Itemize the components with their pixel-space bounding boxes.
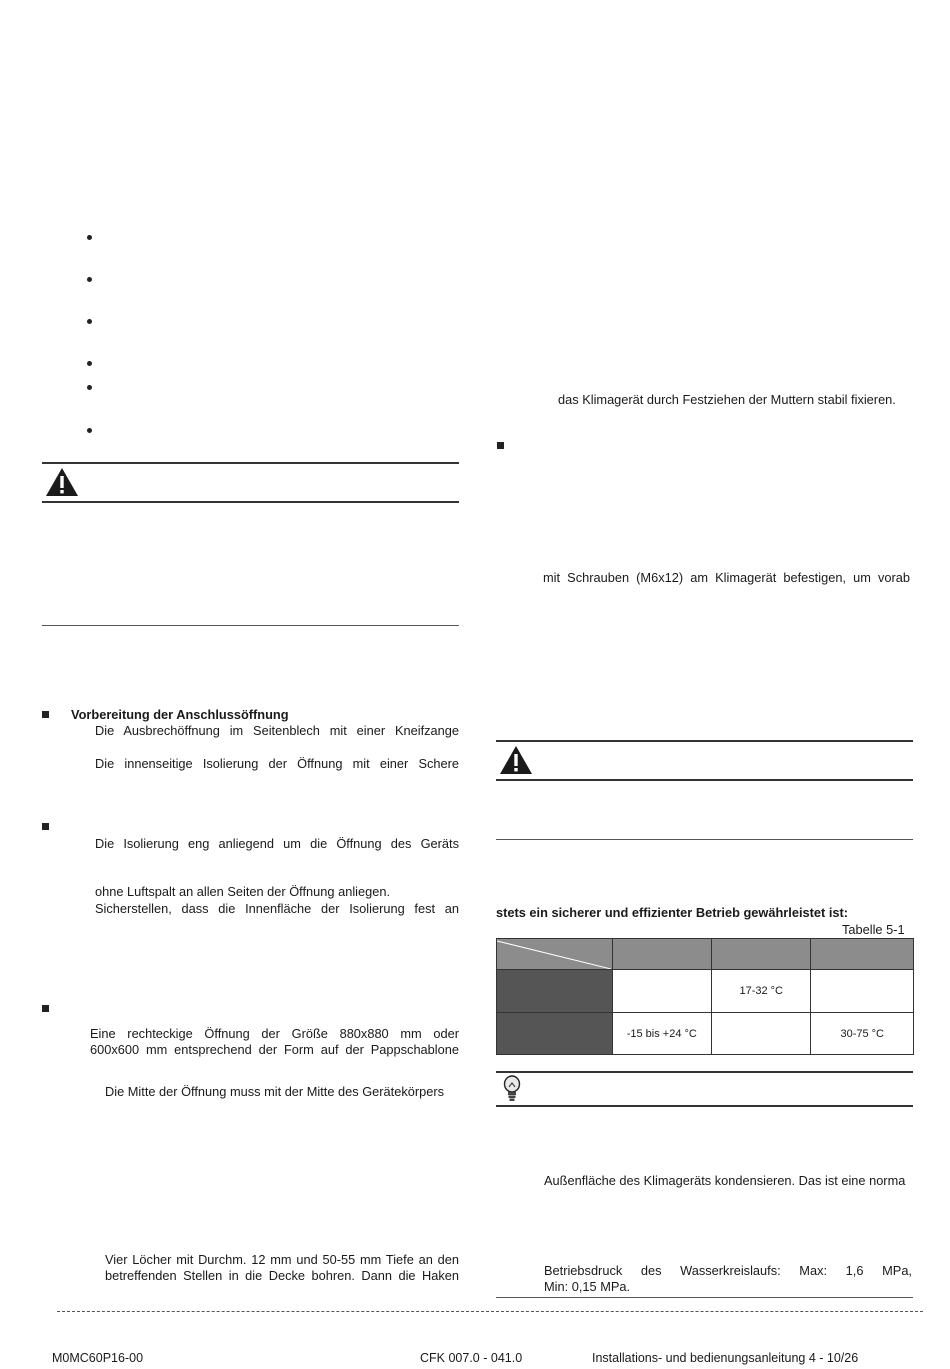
ceiling-line-2: 600x600 mm entsprechend der Form auf der Pappschablone (90, 1042, 459, 1057)
bullet-dot-icon (87, 385, 92, 390)
insulation-line-2: ohne Luftspalt an allen Seiten der Öffnung anliegen. (95, 884, 391, 899)
lightbulb-icon (502, 1075, 522, 1103)
table-cell: -15 bis +24 °C (612, 1013, 711, 1055)
warning-triangle-icon (498, 744, 534, 776)
footer-doc-code: M0MC60P16-00 (52, 1351, 144, 1365)
bullet-dot-icon (87, 277, 92, 282)
insulation-line-3: Sicherstellen, dass die Innenfläche der Isolierung fest an (95, 901, 459, 916)
table-row (497, 970, 914, 1013)
table-row (497, 1013, 914, 1055)
table-cell: 30-75 °C (811, 1013, 914, 1055)
table-row-label (497, 970, 613, 1013)
table-caption: Tabelle 5-1 (842, 922, 905, 937)
operating-conditions-table (496, 938, 914, 1055)
table-cell (811, 970, 914, 1013)
table-corner-cell (497, 939, 613, 970)
table-cell: 17-32 °C (712, 970, 811, 1013)
square-bullet-icon (42, 711, 49, 718)
warning-header-rule (42, 501, 459, 503)
table-header-cell (612, 939, 711, 970)
table-cell (612, 970, 711, 1013)
bullet-dot-icon (87, 428, 92, 433)
square-bullet-icon (497, 442, 504, 449)
insulation-line-1: Die Isolierung eng anliegend um die Öffnung des Geräts (95, 836, 459, 851)
bullet-dot-icon (87, 361, 92, 366)
screw-text: mit Schrauben (M6x12) am Klimagerät befestigen, um vorab (543, 570, 910, 585)
table-header-cell (811, 939, 914, 970)
diagonal-line-icon (497, 939, 611, 969)
warning-top-rule-right (496, 740, 913, 742)
ceiling-line-4: Vier Löcher mit Durchm. 12 mm und 50-55 mm Tiefe an den (105, 1252, 459, 1267)
footer-manual-title: Installations- und bedienungsanleitung 4 - 10/26 (592, 1351, 859, 1365)
ceiling-line-1: Eine rechteckige Öffnung der Größe 880x880 mm oder (90, 1026, 459, 1041)
footer-separator (57, 1311, 923, 1312)
footer-model-range: CFK 007.0 - 041.0 (420, 1351, 523, 1365)
table-cell (712, 1013, 811, 1055)
pressure-line-2: Min: 0,15 MPa. (544, 1279, 631, 1294)
prep-line-1: Die Ausbrechöffnung im Seitenblech mit einer Kneifzange (95, 723, 459, 738)
warning-top-rule (42, 462, 459, 464)
warning-triangle-icon (44, 466, 80, 498)
bullet-dot-icon (87, 319, 92, 324)
note-top-rule (496, 1071, 913, 1073)
bullet-dot-icon (87, 235, 92, 240)
note-text: Außenfläche des Klimageräts kondensieren. Das ist eine norma (544, 1173, 906, 1188)
warning-header-rule-right (496, 779, 913, 781)
prep-line-2: Die innenseitige Isolierung der Öffnung mit einer Schere (95, 756, 459, 771)
warning-bottom-rule-right (496, 839, 913, 840)
fix-text: das Klimagerät durch Festziehen der Muttern stabil fixieren. (558, 392, 896, 407)
square-bullet-icon (42, 1005, 49, 1012)
table-header-cell (712, 939, 811, 970)
square-bullet-icon (42, 823, 49, 830)
table-row-label (497, 1013, 613, 1055)
table-header-row (497, 939, 914, 970)
ceiling-line-5: betreffenden Stellen in die Decke bohren. Dann die Haken (105, 1268, 459, 1283)
section-title-prep: Vorbereitung der Anschlussöffnung (71, 707, 289, 722)
table-intro: stets ein sicherer und effizienter Betrieb gewährleistet ist: (496, 905, 849, 920)
warning-bottom-rule (42, 625, 459, 626)
pressure-line-1: Betriebsdruck des Wasserkreislaufs: Max: 1,6 MPa, (544, 1263, 912, 1278)
note-header-rule (496, 1105, 913, 1107)
note-bottom-rule (496, 1297, 913, 1298)
ceiling-line-3: Die Mitte der Öffnung muss mit der Mitte des Gerätekörpers (105, 1084, 445, 1099)
